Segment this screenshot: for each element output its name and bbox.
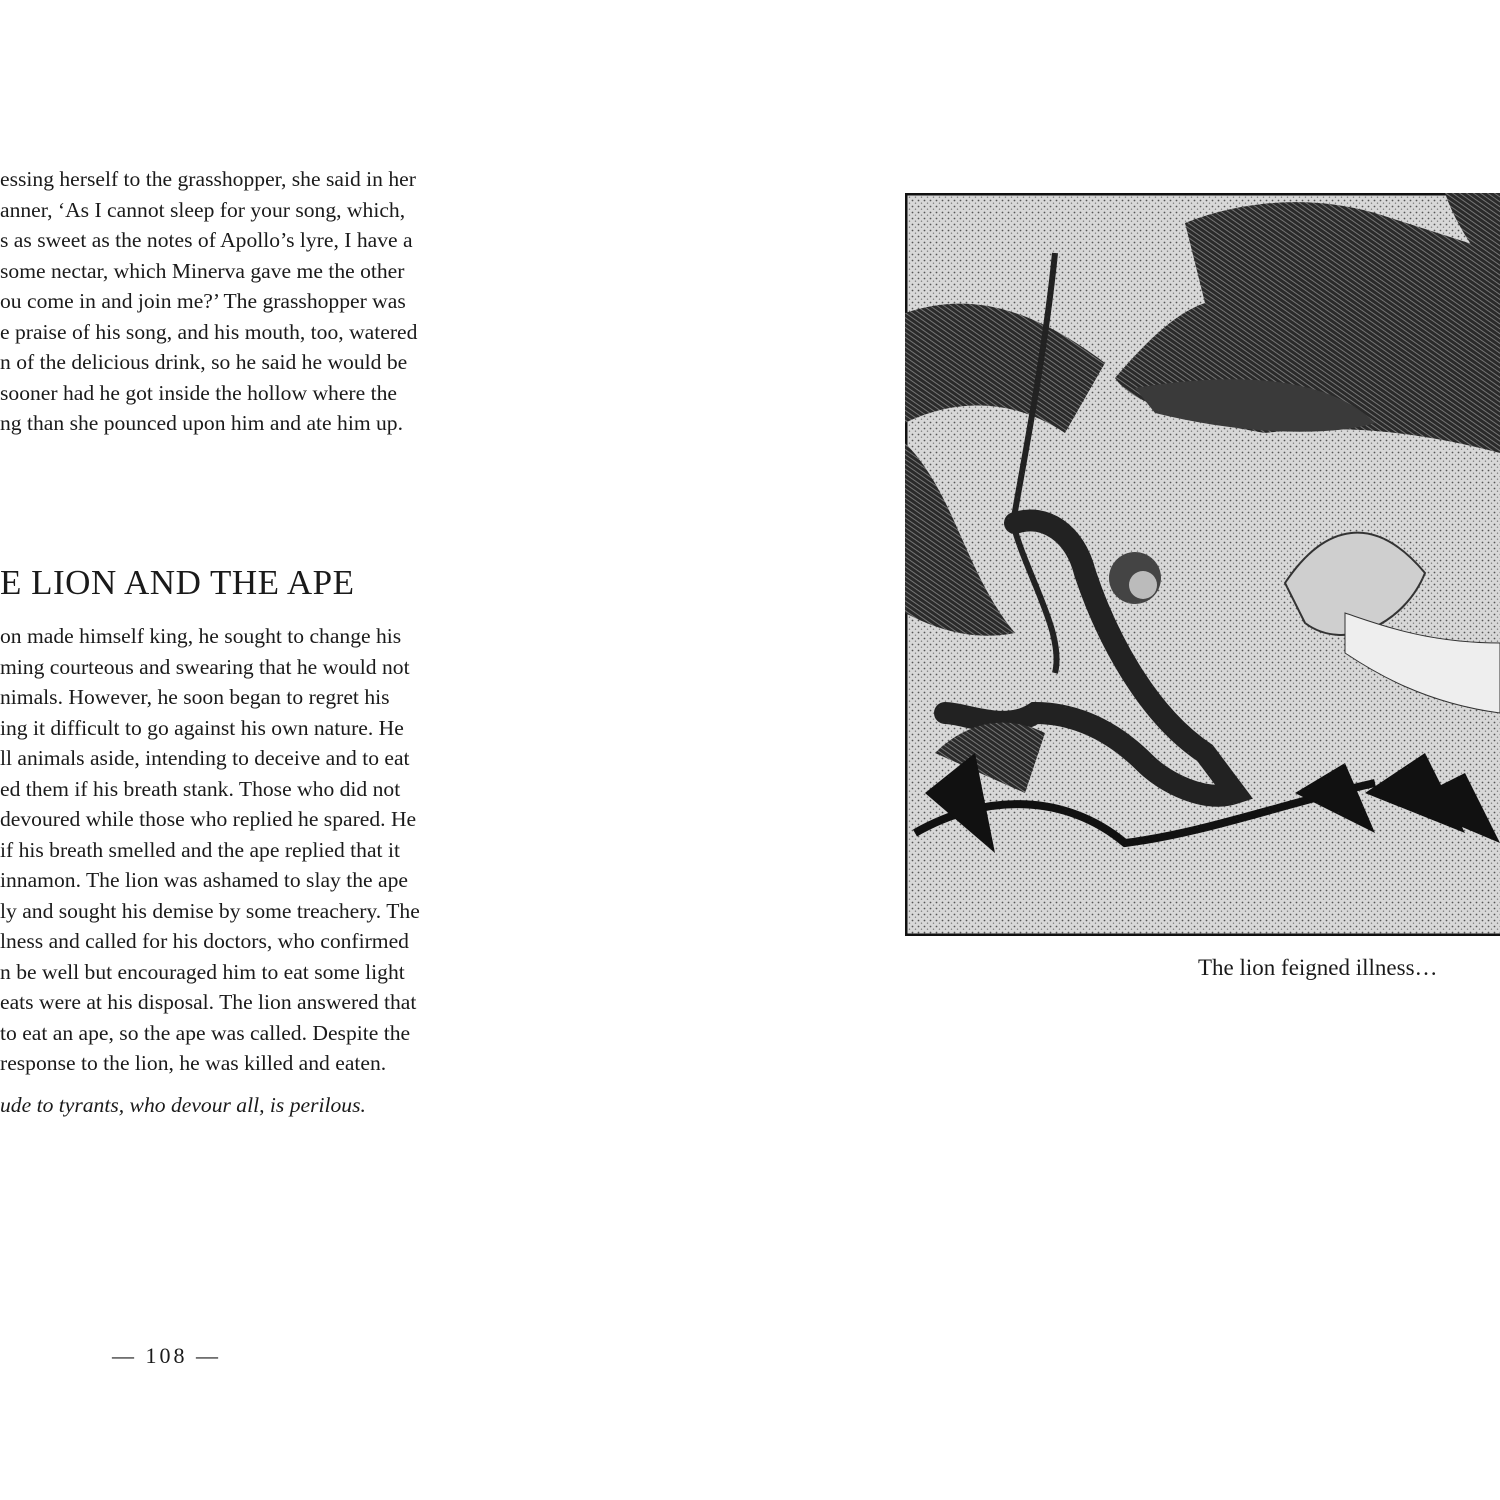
- text-line: some nectar, which Minerva gave me the other: [0, 258, 405, 283]
- text-line: ng than she pounced upon him and ate him up.: [0, 411, 404, 435]
- illustration-lion-and-ape: [905, 193, 1500, 936]
- text-line: ll animals aside, intending to deceive and to eat: [0, 746, 410, 770]
- text-line: anner, ‘As I cannot sleep for your song, which,: [0, 197, 406, 222]
- text-line: ed them if his breath stank. Those who did not: [0, 776, 401, 801]
- text-line: ly and sought his demise by some treachery. The: [0, 898, 420, 923]
- text-line: lness and called for his doctors, who confirmed: [0, 929, 409, 953]
- fable-moral: ude to tyrants, who devour all, is perilous.: [0, 1093, 366, 1117]
- text-line: if his breath smelled and the ape replied that it: [0, 837, 400, 862]
- text-line: nimals. However, he soon began to regret his: [0, 685, 390, 709]
- text-line: ou come in and join me?’ The grasshopper was: [0, 289, 406, 313]
- text-line: eats were at his disposal. The lion answered that: [0, 990, 417, 1014]
- text-line: n of the delicious drink, so he said he would be: [0, 350, 408, 374]
- text-line: sooner had he got inside the hollow where the: [0, 380, 397, 405]
- page-number: — 108 —: [112, 1343, 221, 1368]
- text-line: n be well but encouraged him to eat some light: [0, 959, 405, 984]
- text-line: devoured while those who replied he spared. He: [0, 807, 417, 831]
- text-line: to eat an ape, so the ape was called. Despite the: [0, 1020, 411, 1045]
- fable-title: E LION AND THE APE: [0, 563, 355, 602]
- text-line: s as sweet as the notes of Apollo’s lyre, I have a: [0, 228, 413, 252]
- text-line: response to the lion, he was killed and eaten.: [0, 1051, 387, 1075]
- text-line: ing it difficult to go against his own nature. He: [0, 715, 404, 740]
- text-line: innamon. The lion was ashamed to slay the ape: [0, 868, 408, 892]
- wood-engraving-image: [905, 193, 1500, 936]
- text-line: on made himself king, he sought to change his: [0, 624, 402, 648]
- text-line: e praise of his song, and his mouth, too, watered: [0, 319, 418, 344]
- text-line: ming courteous and swearing that he would not: [0, 654, 410, 679]
- text-line: essing herself to the grasshopper, she said in her: [0, 167, 416, 191]
- illustration-caption: The lion feigned illness…: [1198, 955, 1438, 980]
